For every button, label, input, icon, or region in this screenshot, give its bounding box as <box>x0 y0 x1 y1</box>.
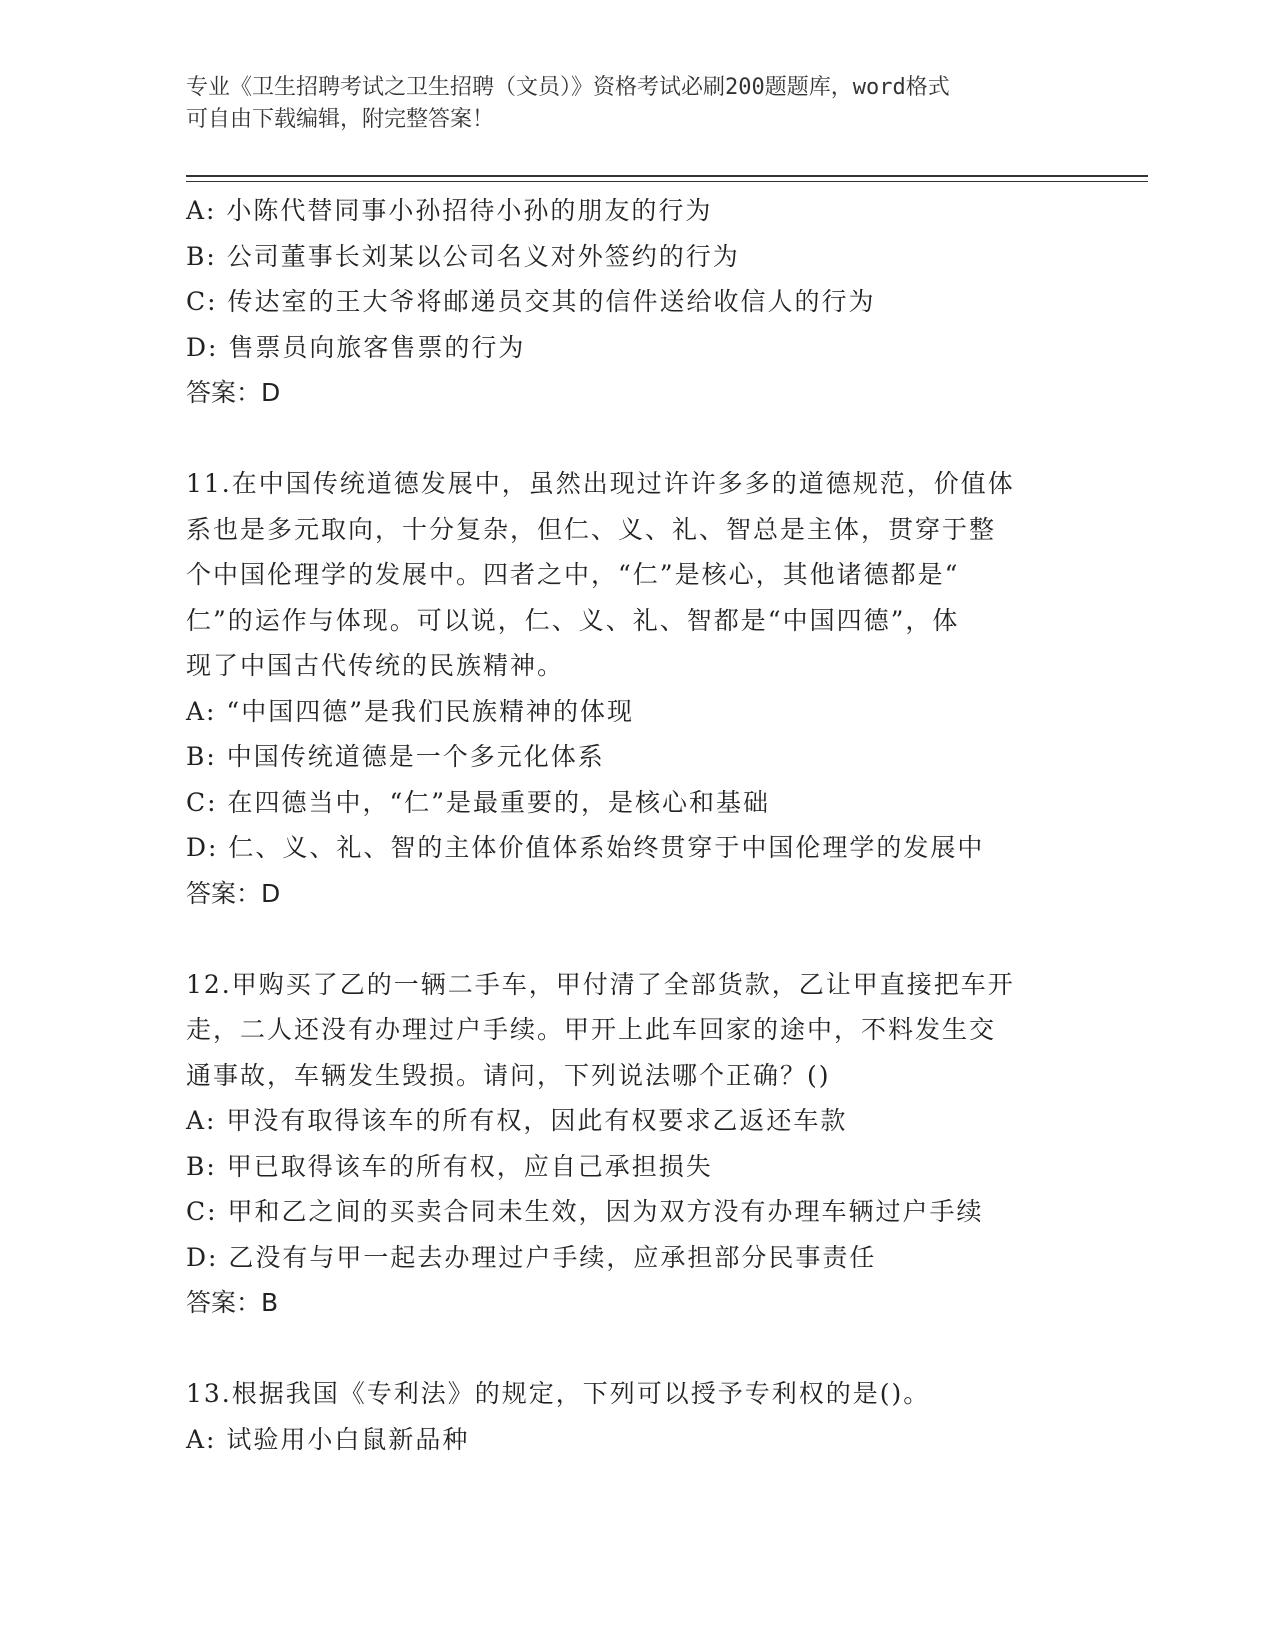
document-header <box>186 72 1086 136</box>
option-d: D: 乙没有与甲一起去办理过户手续，应承担部分民事责任 <box>186 1242 877 1272</box>
answer: 答案：D <box>186 878 281 908</box>
question-11 <box>186 461 1086 916</box>
question-stem-line: 走，二人还没有办理过户手续。甲开上此车回家的途中，不料发生交 <box>186 1015 997 1044</box>
question-13 <box>186 1371 1086 1462</box>
option-c: C: 甲和乙之间的买卖合同未生效，因为双方没有办理车辆过户手续 <box>186 1197 984 1226</box>
spacer <box>186 416 1086 462</box>
option-a: A: 甲没有取得该车的所有权，因此有权要求乙返还车款 <box>186 1106 848 1135</box>
option-d: D: 售票员向旅客售票的行为 <box>186 332 526 362</box>
option-b: B: 甲已取得该车的所有权，应自己承担损失 <box>186 1151 713 1181</box>
question-stem-line: 系也是多元取向，十分复杂，但仁、义、礼、智总是主体，贯穿于整 <box>186 514 997 544</box>
spacer <box>186 1326 1086 1372</box>
header-divider-thick <box>186 175 1148 177</box>
header-title-line-2: 可自由下载编辑，附完整答案！ <box>186 107 495 132</box>
header-title-line-1: 专业《卫生招聘考试之卫生招聘（文员）》资格考试必刷200题题库，word格式 <box>186 75 950 100</box>
header-divider-thin <box>186 181 1148 182</box>
answer: 答案：B <box>186 1288 279 1317</box>
question-list <box>186 188 1086 1462</box>
question-stem-line: 12.甲购买了乙的一辆二手车，甲付清了全部货款，乙让甲直接把车开 <box>186 969 1015 999</box>
option-d: D: 仁、义、礼、智的主体价值体系始终贯穿于中国伦理学的发展中 <box>186 833 985 862</box>
option-c: C: 传达室的王大爷将邮递员交其的信件送给收信人的行为 <box>186 287 876 316</box>
question-12 <box>186 962 1086 1326</box>
option-c: C: 在四德当中，“仁”是最重要的，是核心和基础 <box>186 787 771 817</box>
option-a: A: 试验用小白鼠新品种 <box>186 1424 470 1454</box>
question-stem-line: 仁”的运作与体现。可以说，仁、义、礼、智都是“中国四德”，体 <box>186 605 960 635</box>
option-b: B: 中国传统道德是一个多元化体系 <box>186 742 605 771</box>
spacer <box>186 916 1086 962</box>
option-a: A: “中国四德”是我们民族精神的体现 <box>186 696 634 726</box>
question-stem-line: 个中国伦理学的发展中。四者之中，“仁”是核心，其他诸德都是“ <box>186 560 960 589</box>
option-a: A: 小陈代替同事小孙招待小孙的朋友的行为 <box>186 196 713 225</box>
question-stem-line: 现了中国古代传统的民族精神。 <box>186 651 565 680</box>
question-10 <box>186 188 1086 416</box>
question-stem-line: 11.在中国传统道德发展中，虽然出现过许许多多的道德规范，价值体 <box>186 469 1015 498</box>
question-stem-line: 13.根据我国《专利法》的规定，下列可以授予专利权的是()。 <box>186 1379 931 1408</box>
question-stem-line: 通事故，车辆发生毁损。请问，下列说法哪个正确？() <box>186 1060 831 1090</box>
answer: 答案：D <box>186 378 281 407</box>
option-b: B: 公司董事长刘某以公司名义对外签约的行为 <box>186 241 740 271</box>
